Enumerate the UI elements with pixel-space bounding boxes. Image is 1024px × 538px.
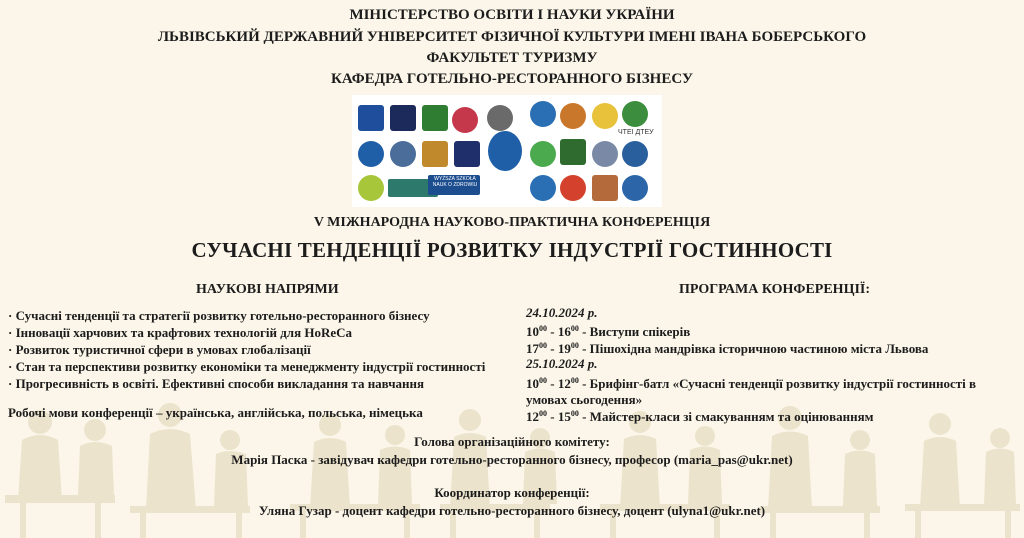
- partner-logo: [488, 131, 522, 171]
- chair-info: Марія Паска - завідувач кафедри готельно-ресторанного бізнесу, професор (maria_pas@ukr.net): [231, 452, 793, 467]
- partner-logo: [530, 101, 556, 127]
- partner-logo: [358, 105, 384, 131]
- partner-logo: [454, 141, 480, 167]
- conference-subtitle: V МІЖНАРОДНА НАУКОВО-ПРАКТИЧНА КОНФЕРЕНЦІЯ: [313, 215, 711, 230]
- directions-heading: НАУКОВІ НАПРЯМИ: [196, 282, 339, 297]
- partner-logo: [530, 141, 556, 167]
- time-start: 10: [526, 324, 539, 339]
- time-end: 15: [557, 409, 571, 424]
- partner-logo: [622, 141, 648, 167]
- logo-caption: ЧТЕІ ДТЕУ: [618, 129, 654, 136]
- partner-logo: [622, 101, 648, 127]
- partner-logo: [592, 175, 618, 201]
- program-date: 24.10.2024 р.: [526, 305, 598, 320]
- partner-logo: [530, 175, 556, 201]
- program-item-text: - Виступи спікерів: [578, 324, 691, 339]
- coordinator-info: Уляна Гузар - доцент кафедри готельно-ресторанного бізнесу, доцент (ulyna1@ukr.net): [258, 503, 766, 518]
- program-item: $10^{00} - 16^{00}$ - Виступи спікерів: [526, 324, 691, 339]
- partner-logo: [560, 139, 586, 165]
- conference-title: СУЧАСНІ ТЕНДЕНЦІЇ РОЗВИТКУ ІНДУСТРІЇ ГОСТИННОСТІ: [191, 238, 833, 262]
- time-start: 12: [526, 409, 539, 424]
- partner-logo: [422, 141, 448, 167]
- partner-logos-panel: [352, 95, 662, 207]
- program-heading: ПРОГРАМА КОНФЕРЕНЦІЇ:: [679, 282, 871, 297]
- conference-languages: Робочі мови конференції – українська, англійська, польська, німецька: [8, 405, 423, 420]
- chair-label: Голова організаційного комітету:: [414, 434, 610, 449]
- program-item: $12^{00} - 15^{00}$ - Майстер-класи зі смакуванням та оцінюванням: [526, 409, 874, 424]
- direction-item: · Інновації харчових та крафтових технологій для HoReCa: [8, 325, 353, 340]
- partner-logo: [390, 105, 416, 131]
- partner-logo: [592, 103, 618, 129]
- program-item: $10^{00} - 12^{00}$ - Брифінг-батл «Сучасні тенденції розвитку індустрії гостинності в умовах сьогодення»: [526, 376, 976, 407]
- faculty-title: ФАКУЛЬТЕТ ТУРИЗМУ: [426, 50, 598, 66]
- university-title: ЛЬВІВСЬКИЙ ДЕРЖАВНИЙ УНІВЕРСИТЕТ ФІЗИЧНОЇ КУЛЬТУРИ ІМЕНІ ІВАНА БОБЕРСЬКОГО: [157, 29, 867, 45]
- coordinator-label: Координатор конференції:: [434, 485, 590, 500]
- partner-logo: [560, 175, 586, 201]
- direction-item: · Сучасні тенденції та стратегії розвитку готельно-ресторанного бізнесу: [8, 308, 430, 323]
- program-item-text: - Пішохідна мандрівка історичною частиною міста Львова: [578, 341, 929, 356]
- partner-logo: [358, 175, 384, 201]
- partner-logo: [592, 141, 618, 167]
- partner-logo: [487, 105, 513, 131]
- partner-logo: [358, 141, 384, 167]
- time-start: 10: [526, 376, 539, 391]
- partner-logo: [452, 107, 478, 133]
- time-end: 16: [557, 324, 571, 339]
- program-item-text: - Брифінг-батл «Сучасні тенденції розвитку індустрії гостинності в умовах сьогодення»: [526, 376, 976, 407]
- program-date: 25.10.2024 р.: [526, 356, 598, 371]
- program-item-text: - Майстер-класи зі смакуванням та оцінюванням: [578, 409, 874, 424]
- time-end: 19: [557, 341, 571, 356]
- direction-item: · Розвиток туристичної сфери в умовах глобалізації: [8, 342, 311, 357]
- ministry-title: МІНІСТЕРСТВО ОСВІТИ І НАУКИ УКРАЇНИ: [349, 7, 675, 23]
- time-start: 17: [526, 341, 539, 356]
- partner-logo: [422, 105, 448, 131]
- time-end: 12: [557, 376, 571, 391]
- direction-item: · Прогресивність в освіті. Ефективні способи викладання та навчання: [8, 376, 425, 391]
- partner-logo: [390, 141, 416, 167]
- direction-item: · Стан та перспективи розвитку економіки та менеджменту індустрії гостинності: [8, 359, 486, 374]
- partner-logo: [622, 175, 648, 201]
- department-title: КАФЕДРА ГОТЕЛЬНО-РЕСТОРАННОГО БІЗНЕСУ: [331, 71, 693, 87]
- program-item: $17^{00} - 19^{00}$ - Пішохідна мандрівка історичною частиною міста Львова: [526, 341, 929, 356]
- logo-caption: WYŻSZA SZKOŁA NAUK O ZDROWIU: [432, 176, 478, 188]
- partner-logo: [560, 103, 586, 129]
